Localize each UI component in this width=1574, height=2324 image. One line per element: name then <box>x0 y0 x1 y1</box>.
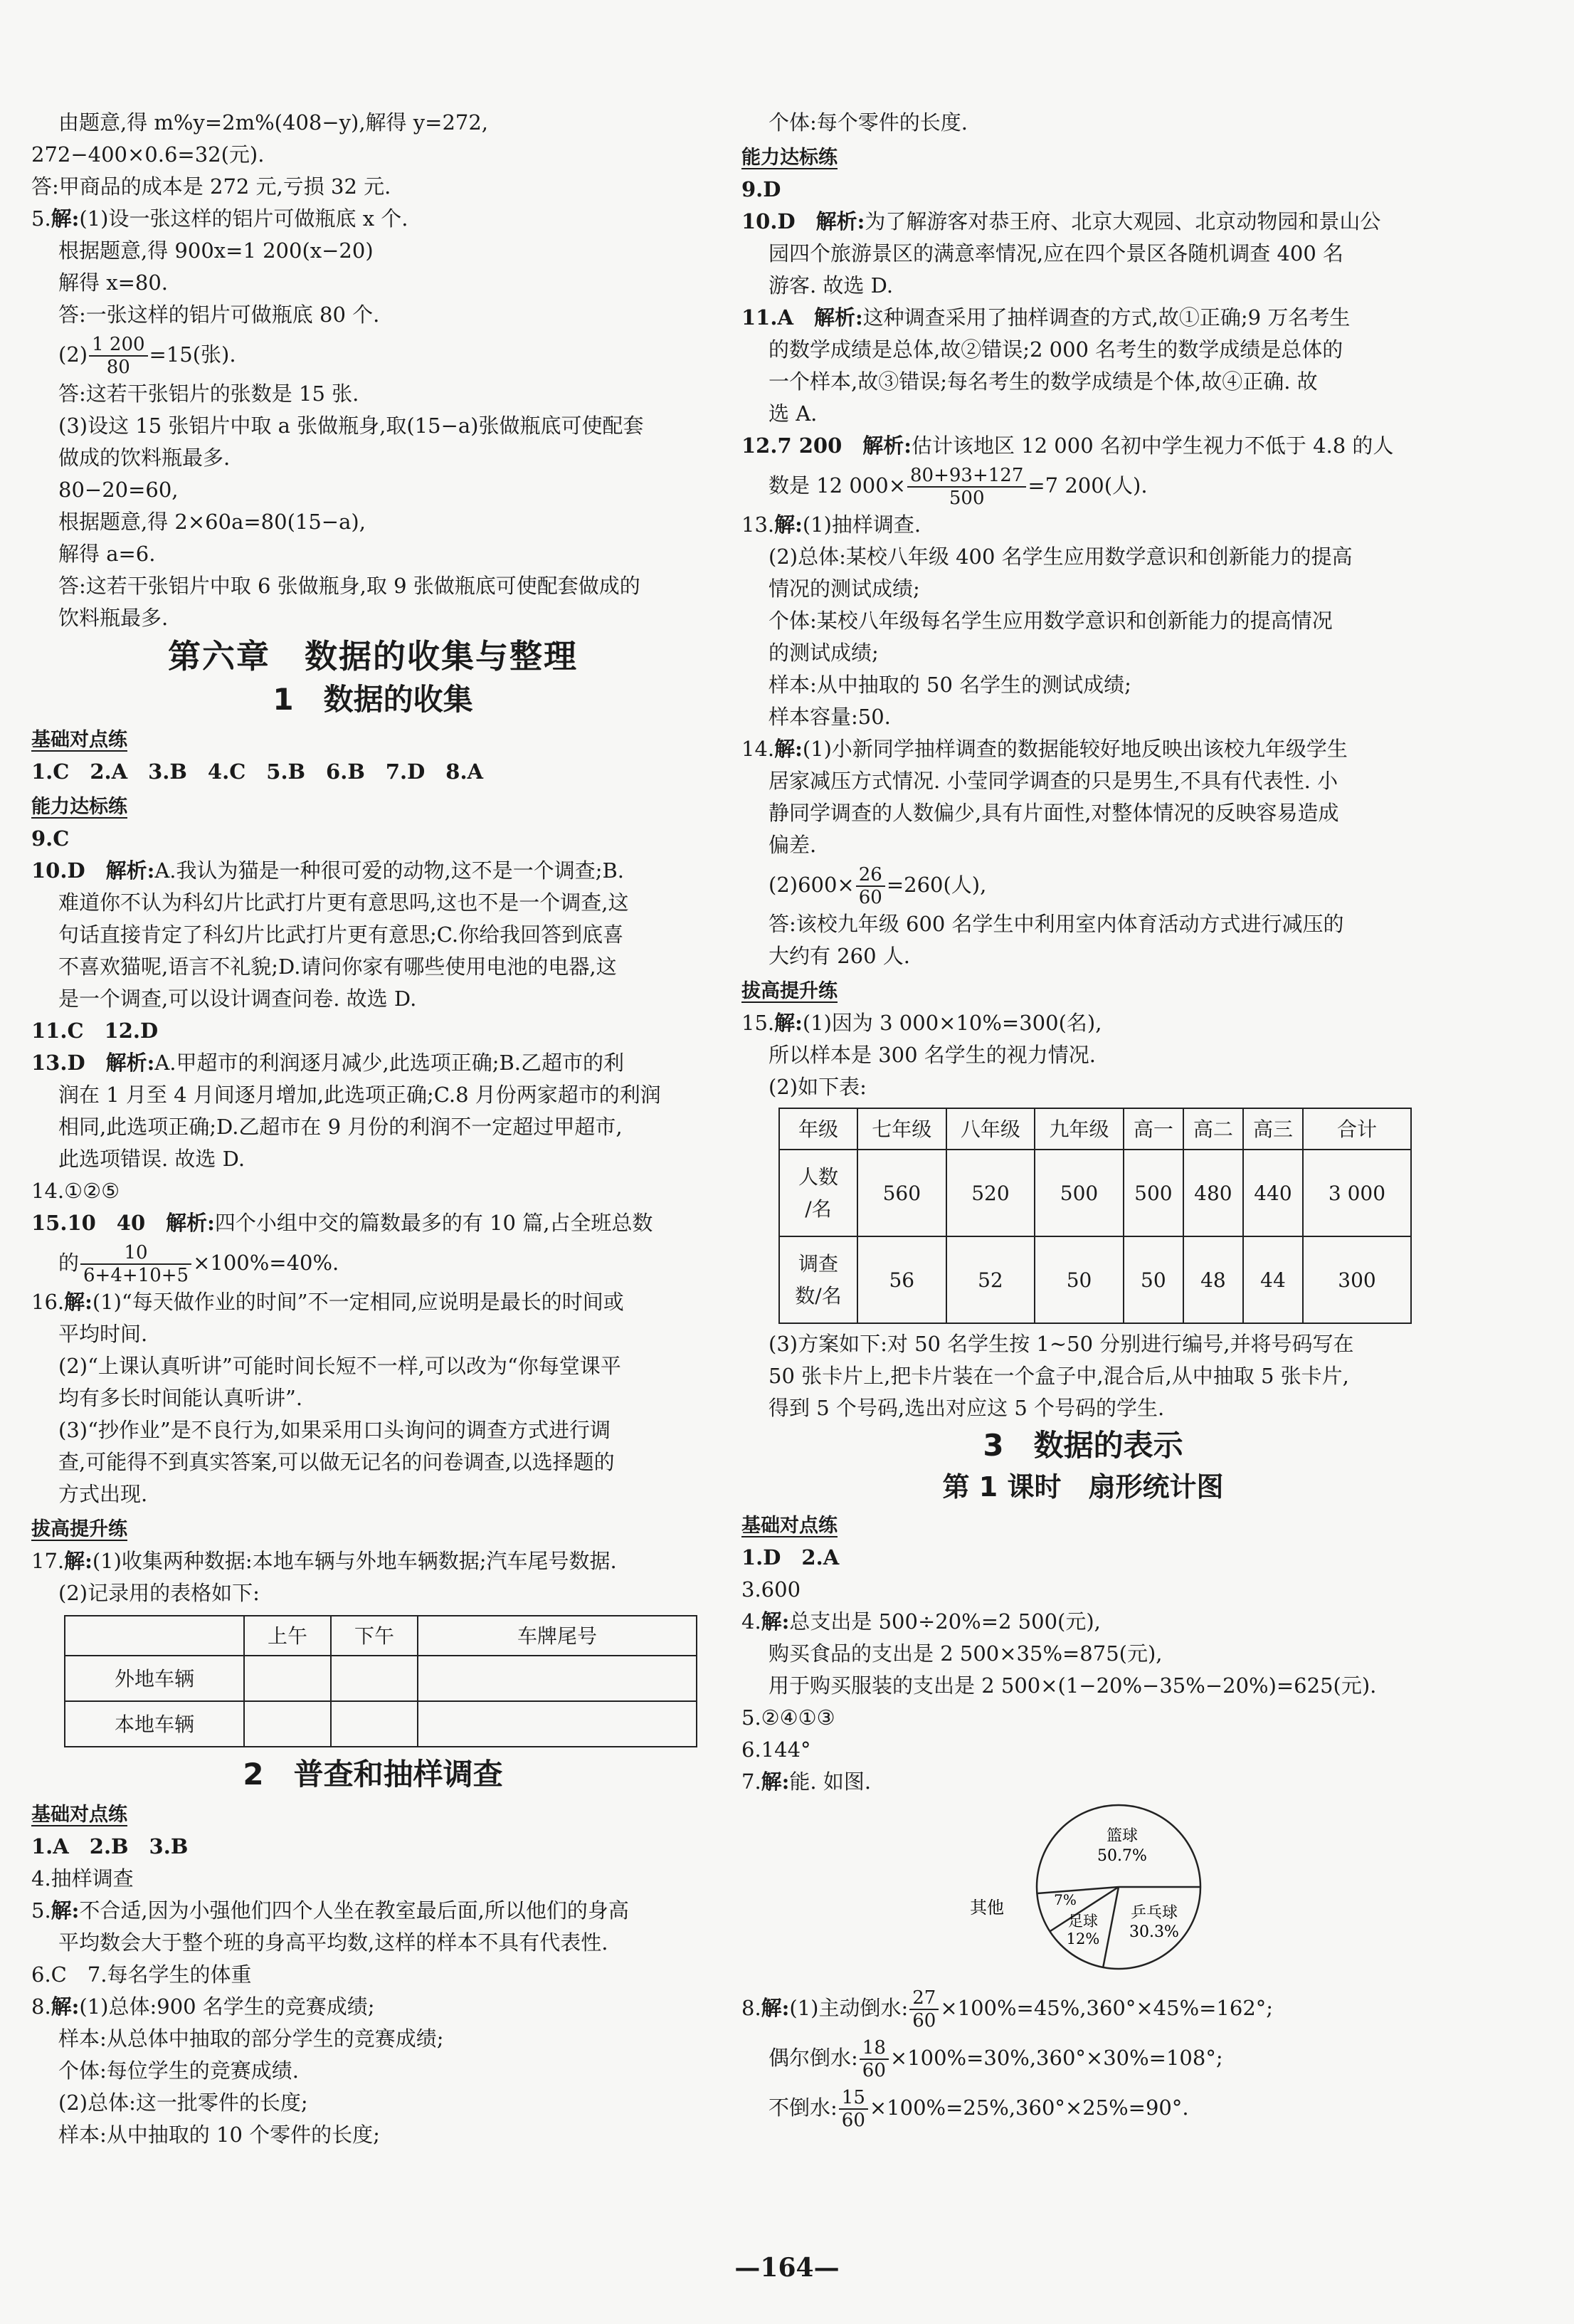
table-cell <box>65 1616 244 1656</box>
table-header: 高三 <box>1243 1108 1303 1150</box>
text-line: 难道你不认为科幻片比武打片更有意思吗,这也不是一个调查,这 <box>58 890 629 915</box>
answer-13: 13.D 解析:A.甲超市的利润逐月减少,此选项正确;B.乙超市的利 <box>31 1051 624 1075</box>
table-cell: 500 <box>1035 1150 1124 1236</box>
text-line: 情况的测试成绩; <box>768 577 920 601</box>
section-label: 拔高提升练 <box>741 980 838 1002</box>
record-table <box>64 1615 697 1747</box>
text-line: 个体:某校八年级每名学生应用数学意识和创新能力的提高情况 <box>768 609 1333 633</box>
answer-17: 17.解:(1)收集两种数据:本地车辆与外地车辆数据;汽车尾号数据. <box>31 1549 617 1573</box>
text-line: 平均时间. <box>58 1322 148 1346</box>
answer-15: 15.10 40 解析:四个小组中交的篇数最多的有 10 篇,占全班总数 <box>31 1211 653 1235</box>
lesson-title: 第 1 课时 扇形统计图 <box>942 1471 1224 1503</box>
answer-line: 4.抽样调查 <box>31 1866 134 1891</box>
answer-line: 11.C 12.D <box>31 1019 159 1043</box>
text-line: 根据题意,得 900x=1 200(x−20) <box>58 238 374 263</box>
text-line: 50 张卡片上,把卡片装在一个盒子中,混合后,从中抽取 5 张卡片, <box>768 1364 1349 1388</box>
pie-label-other: 其他 <box>970 1898 1004 1918</box>
table-header: 年级 <box>779 1108 857 1150</box>
table-row-label: 人数 /名 <box>779 1150 857 1236</box>
table-header: 高二 <box>1183 1108 1243 1150</box>
answer-11: 11.A 解析:这种调查采用了抽样调查的方式,故①正确;9 万名考生 <box>741 305 1351 330</box>
text-line: 个体:每位学生的竞赛成绩. <box>58 2059 299 2083</box>
text-line: 样本容量:50. <box>768 705 891 729</box>
answer-16: 16.解:(1)“每天做作业的时间”不一定相同,应说明是最长的时间或 <box>31 1290 624 1314</box>
page-number: —164— <box>734 2253 840 2283</box>
table-cell: 3 000 <box>1303 1150 1411 1236</box>
text-line: 的数学成绩是总体,故②错误;2 000 名考生的数学成绩是总体的 <box>768 337 1343 362</box>
answer-line: 9.C <box>31 826 70 851</box>
text-line: 80−20=60, <box>58 478 179 502</box>
pie-divider <box>1037 1887 1119 1893</box>
text-line: 个体:每个零件的长度. <box>768 110 968 135</box>
fraction: $\frac{10}{6+4+10+5}$ <box>80 1242 191 1286</box>
pie-value-other: 7% <box>1054 1891 1077 1908</box>
table-cell: 44 <box>1243 1236 1303 1323</box>
table-row-label: 调查 数/名 <box>779 1236 857 1323</box>
text-line: 一个样本,故③错误;每名考生的数学成绩是个体,故④正确. 故 <box>768 369 1318 394</box>
text-line: 大约有 260 人. <box>768 944 911 968</box>
pie-chart-area <box>741 1798 1425 1983</box>
text-line: 答:这若干张铝片中取 6 张做瓶身,取 9 张做瓶底可使配套做成的 <box>58 574 640 598</box>
text-line: 所以样本是 300 名学生的视力情况. <box>768 1043 1097 1067</box>
answer-14: 14.解:(1)小新同学抽样调查的数据能较好地反映出该校九年级学生 <box>741 737 1348 761</box>
section-label: 能力达标练 <box>741 147 838 169</box>
table-cell: 52 <box>946 1236 1035 1323</box>
answer-10: 10.D 解析:A.我认为猫是一种很可爱的动物,这不是一个调查;B. <box>31 858 624 883</box>
answer-15: 15.解:(1)因为 3 000×10%=300(名), <box>741 1011 1102 1035</box>
fraction-line: 的 $\frac{10}{6+4+10+5}$ ×100%=40%. <box>58 1242 339 1286</box>
section-label: 基础对点练 <box>31 729 127 751</box>
pie-value-basketball: 50.7% <box>1097 1847 1147 1865</box>
text-line: (2)如下表: <box>768 1075 867 1099</box>
text-line: 园四个旅游景区的满意率情况,应在四个景区各随机调查 400 名 <box>768 241 1344 265</box>
text-line: (3)方案如下:对 50 名学生按 1~50 分别进行编号,并将号码写在 <box>768 1332 1354 1356</box>
fraction-line: 偶尔倒水: $\frac{18}{60}$ ×100%=30%,360°×30%=108°; <box>768 2037 1223 2081</box>
text-line: 偏差. <box>768 833 817 857</box>
table-cell: 500 <box>1124 1150 1183 1236</box>
text-line: 选 A. <box>768 401 818 426</box>
text-line: 样本:从中抽取的 50 名学生的测试成绩; <box>768 673 1131 697</box>
answer-7: 7.解:能. 如图. <box>741 1770 872 1794</box>
pie-value-football: 12% <box>1066 1930 1100 1947</box>
section-title: 3 数据的表示 <box>983 1428 1183 1463</box>
fraction-line: 数是 12 000× $\frac{80+93+127}{500}$ =7 200(人). <box>768 465 1148 509</box>
fraction: $\frac{1 200}{80}$ <box>89 334 147 378</box>
pie-chart <box>741 1798 1425 1983</box>
table-cell: 440 <box>1243 1150 1303 1236</box>
fraction: $\frac{15}{60}$ <box>839 2087 868 2131</box>
right-column <box>741 107 1425 2133</box>
pie-value-pingpong: 30.3% <box>1129 1923 1179 1941</box>
section-label: 基础对点练 <box>31 1804 127 1826</box>
fraction: $\frac{80+93+127}{500}$ <box>907 465 1026 509</box>
table-header: 车牌尾号 <box>418 1616 697 1656</box>
text-line: 做成的饮料瓶最多. <box>58 446 231 470</box>
fraction: $\frac{26}{60}$ <box>856 864 885 908</box>
fraction-line: 不倒水: $\frac{15}{60}$ ×100%=25%,360°×25%=90°. <box>768 2087 1189 2131</box>
answer-4: 4.解:总支出是 500÷20%=2 500(元), <box>741 1609 1101 1634</box>
table-header: 下午 <box>331 1616 418 1656</box>
chapter-title: 第六章 数据的收集与整理 <box>168 637 578 675</box>
table-header: 上午 <box>244 1616 331 1656</box>
fraction-line: (2) $\frac{1 200}{80}$ =15(张). <box>58 334 236 378</box>
answer-8: 8.解:(1)主动倒水: $\frac{27}{60}$ ×100%=45%,360°×45%=162°; <box>741 1987 1274 2031</box>
answer-line: 1.C 2.A 3.B 4.C 5.B 6.B 7.D 8.A <box>31 759 484 784</box>
answer-5: 5.解:(1)设一张这样的铝片可做瓶底 x 个. <box>31 206 408 231</box>
table-cell: 560 <box>857 1150 946 1236</box>
text-line: 的测试成绩; <box>768 641 879 665</box>
text-line: 由题意,得 m%y=2m%(408−y),解得 y=272, <box>58 110 489 135</box>
table-cell: 50 <box>1124 1236 1183 1323</box>
pie-label-basketball: 篮球 <box>1106 1827 1139 1845</box>
answer-10: 10.D 解析:为了解游客对恭王府、北京大观园、北京动物园和景山公 <box>741 209 1381 233</box>
text-line: (2)记录用的表格如下: <box>58 1581 260 1605</box>
answer-line: 6.144° <box>741 1737 811 1762</box>
table-cell: 48 <box>1183 1236 1243 1323</box>
answer-line: 3.600 <box>741 1577 801 1602</box>
table-row-label: 本地车辆 <box>65 1701 244 1747</box>
text-line: 静同学调查的人数偏少,具有片面性,对整体情况的反映容易造成 <box>768 801 1339 825</box>
pie-label-pingpong: 乒乓球 <box>1130 1904 1178 1922</box>
text-line: 样本:从总体中抽取的部分学生的竞赛成绩; <box>58 2026 444 2051</box>
vision-table <box>778 1108 1412 1324</box>
pie-label-football: 足球 <box>1068 1913 1098 1930</box>
text-line: 答:这若干张铝片的张数是 15 张. <box>58 382 359 406</box>
text-line: 相同,此选项正确;D.乙超市在 9 月份的利润不一定超过甲超市, <box>58 1115 623 1139</box>
answer-12: 12.7 200 解析:估计该地区 12 000 名初中学生视力不低于 4.8 的人 <box>741 433 1394 458</box>
table-header: 合计 <box>1303 1108 1411 1150</box>
section-label: 能力达标练 <box>31 796 127 818</box>
table-cell: 300 <box>1303 1236 1411 1323</box>
text-line: (3)“抄作业”是不良行为,如果采用口头询问的调查方式进行调 <box>58 1418 611 1442</box>
text-line: 解得 a=6. <box>58 542 156 566</box>
answer-8: 8.解:(1)总体:900 名学生的竞赛成绩; <box>31 1994 375 2019</box>
text-line: (2)总体:这一批零件的长度; <box>58 2091 308 2115</box>
section-title: 2 普查和抽样调查 <box>243 1757 503 1792</box>
table-cell: 56 <box>857 1236 946 1323</box>
table-row <box>779 1236 1411 1323</box>
answer-line: 9.D <box>741 177 781 201</box>
table-cell: 480 <box>1183 1150 1243 1236</box>
section-label: 拔高提升练 <box>31 1518 127 1540</box>
text-line: 是一个调查,可以设计调查问卷. 故选 D. <box>58 987 417 1011</box>
fraction-line: (2)600× $\frac{26}{60}$ =260(人), <box>768 864 987 908</box>
text-line: 查,可能得不到真实答案,可以做无记名的问卷调查,以选择题的 <box>58 1450 615 1474</box>
text-line: 答:一张这样的铝片可做瓶底 80 个. <box>58 303 380 327</box>
fraction: $\frac{27}{60}$ <box>909 1987 939 2031</box>
answer-13: 13.解:(1)抽样调查. <box>741 512 921 537</box>
text-line: 均有多长时间能认真听讲”. <box>58 1386 303 1410</box>
text-line: 根据题意,得 2×60a=80(15−a), <box>58 510 366 534</box>
pie-divider <box>1103 1887 1119 1968</box>
table-row-label: 外地车辆 <box>65 1656 244 1701</box>
answer-5: 5.解:不合适,因为小强他们四个人坐在教室最后面,所以他们的身高 <box>31 1898 629 1923</box>
answer-line: 14.①②⑤ <box>31 1179 120 1203</box>
answer-line: 5.②④①③ <box>741 1705 835 1730</box>
text-line: 购买食品的支出是 2 500×35%=875(元), <box>768 1641 1163 1666</box>
table-row <box>779 1150 1411 1236</box>
text-line: 不喜欢猫呢,语言不礼貌;D.请问你家有哪些使用电池的电器,这 <box>58 955 617 979</box>
left-column <box>31 107 714 2151</box>
text-line: 平均数会大于整个班的身高平均数,这样的样本不具有代表性. <box>58 1930 608 1955</box>
table-cell: 520 <box>946 1150 1035 1236</box>
text-line: 得到 5 个号码,选出对应这 5 个号码的学生. <box>768 1396 1165 1420</box>
answer-line: 1.D 2.A <box>741 1545 840 1570</box>
fraction: $\frac{18}{60}$ <box>860 2037 889 2081</box>
text-line: 答:甲商品的成本是 272 元,亏损 32 元. <box>31 174 391 199</box>
answer-line: 6.C 7.每名学生的体重 <box>31 1962 252 1987</box>
text-line: 用于购买服装的支出是 2 500×(1−20%−35%−20%)=625(元). <box>768 1673 1377 1698</box>
answer-line: 1.A 2.B 3.B <box>31 1834 189 1858</box>
text-line: 样本:从中抽取的 10 个零件的长度; <box>58 2123 380 2147</box>
text-line: 句话直接肯定了科幻片比武打片更有意思;C.你给我回答到底喜 <box>58 922 624 947</box>
text-line: 此选项错误. 故选 D. <box>58 1147 245 1171</box>
text-line: 解得 x=80. <box>58 270 168 295</box>
text-line: (3)设这 15 张铝片中取 a 张做瓶身,取(15−a)张做瓶底可使配套 <box>58 414 644 438</box>
text-line: 答:该校九年级 600 名学生中利用室内体育活动方式进行减压的 <box>768 912 1344 936</box>
section-label: 基础对点练 <box>741 1515 838 1537</box>
text-line: 272−400×0.6=32(元). <box>31 142 265 167</box>
text-line: 方式出现. <box>58 1482 148 1506</box>
text-line: (2)总体:某校八年级 400 名学生应用数学意识和创新能力的提高 <box>768 545 1353 569</box>
table-header: 八年级 <box>946 1108 1035 1150</box>
text-line: 居家减压方式情况. 小莹同学调查的只是男生,不具有代表性. 小 <box>768 769 1338 793</box>
text-line: 游客. 故选 D. <box>768 273 894 298</box>
table-header: 九年级 <box>1035 1108 1124 1150</box>
text-line: 饮料瓶最多. <box>58 606 169 630</box>
section-title: 1 数据的收集 <box>273 682 473 717</box>
table-header: 七年级 <box>857 1108 946 1150</box>
table-cell: 50 <box>1035 1236 1124 1323</box>
table-header: 高一 <box>1124 1108 1183 1150</box>
text-line: 润在 1 月至 4 月间逐月增加,此选项正确;C.8 月份两家超市的利润 <box>58 1083 661 1107</box>
text-line: (2)“上课认真听讲”可能时间长短不一样,可以改为“你每堂课平 <box>58 1354 621 1378</box>
